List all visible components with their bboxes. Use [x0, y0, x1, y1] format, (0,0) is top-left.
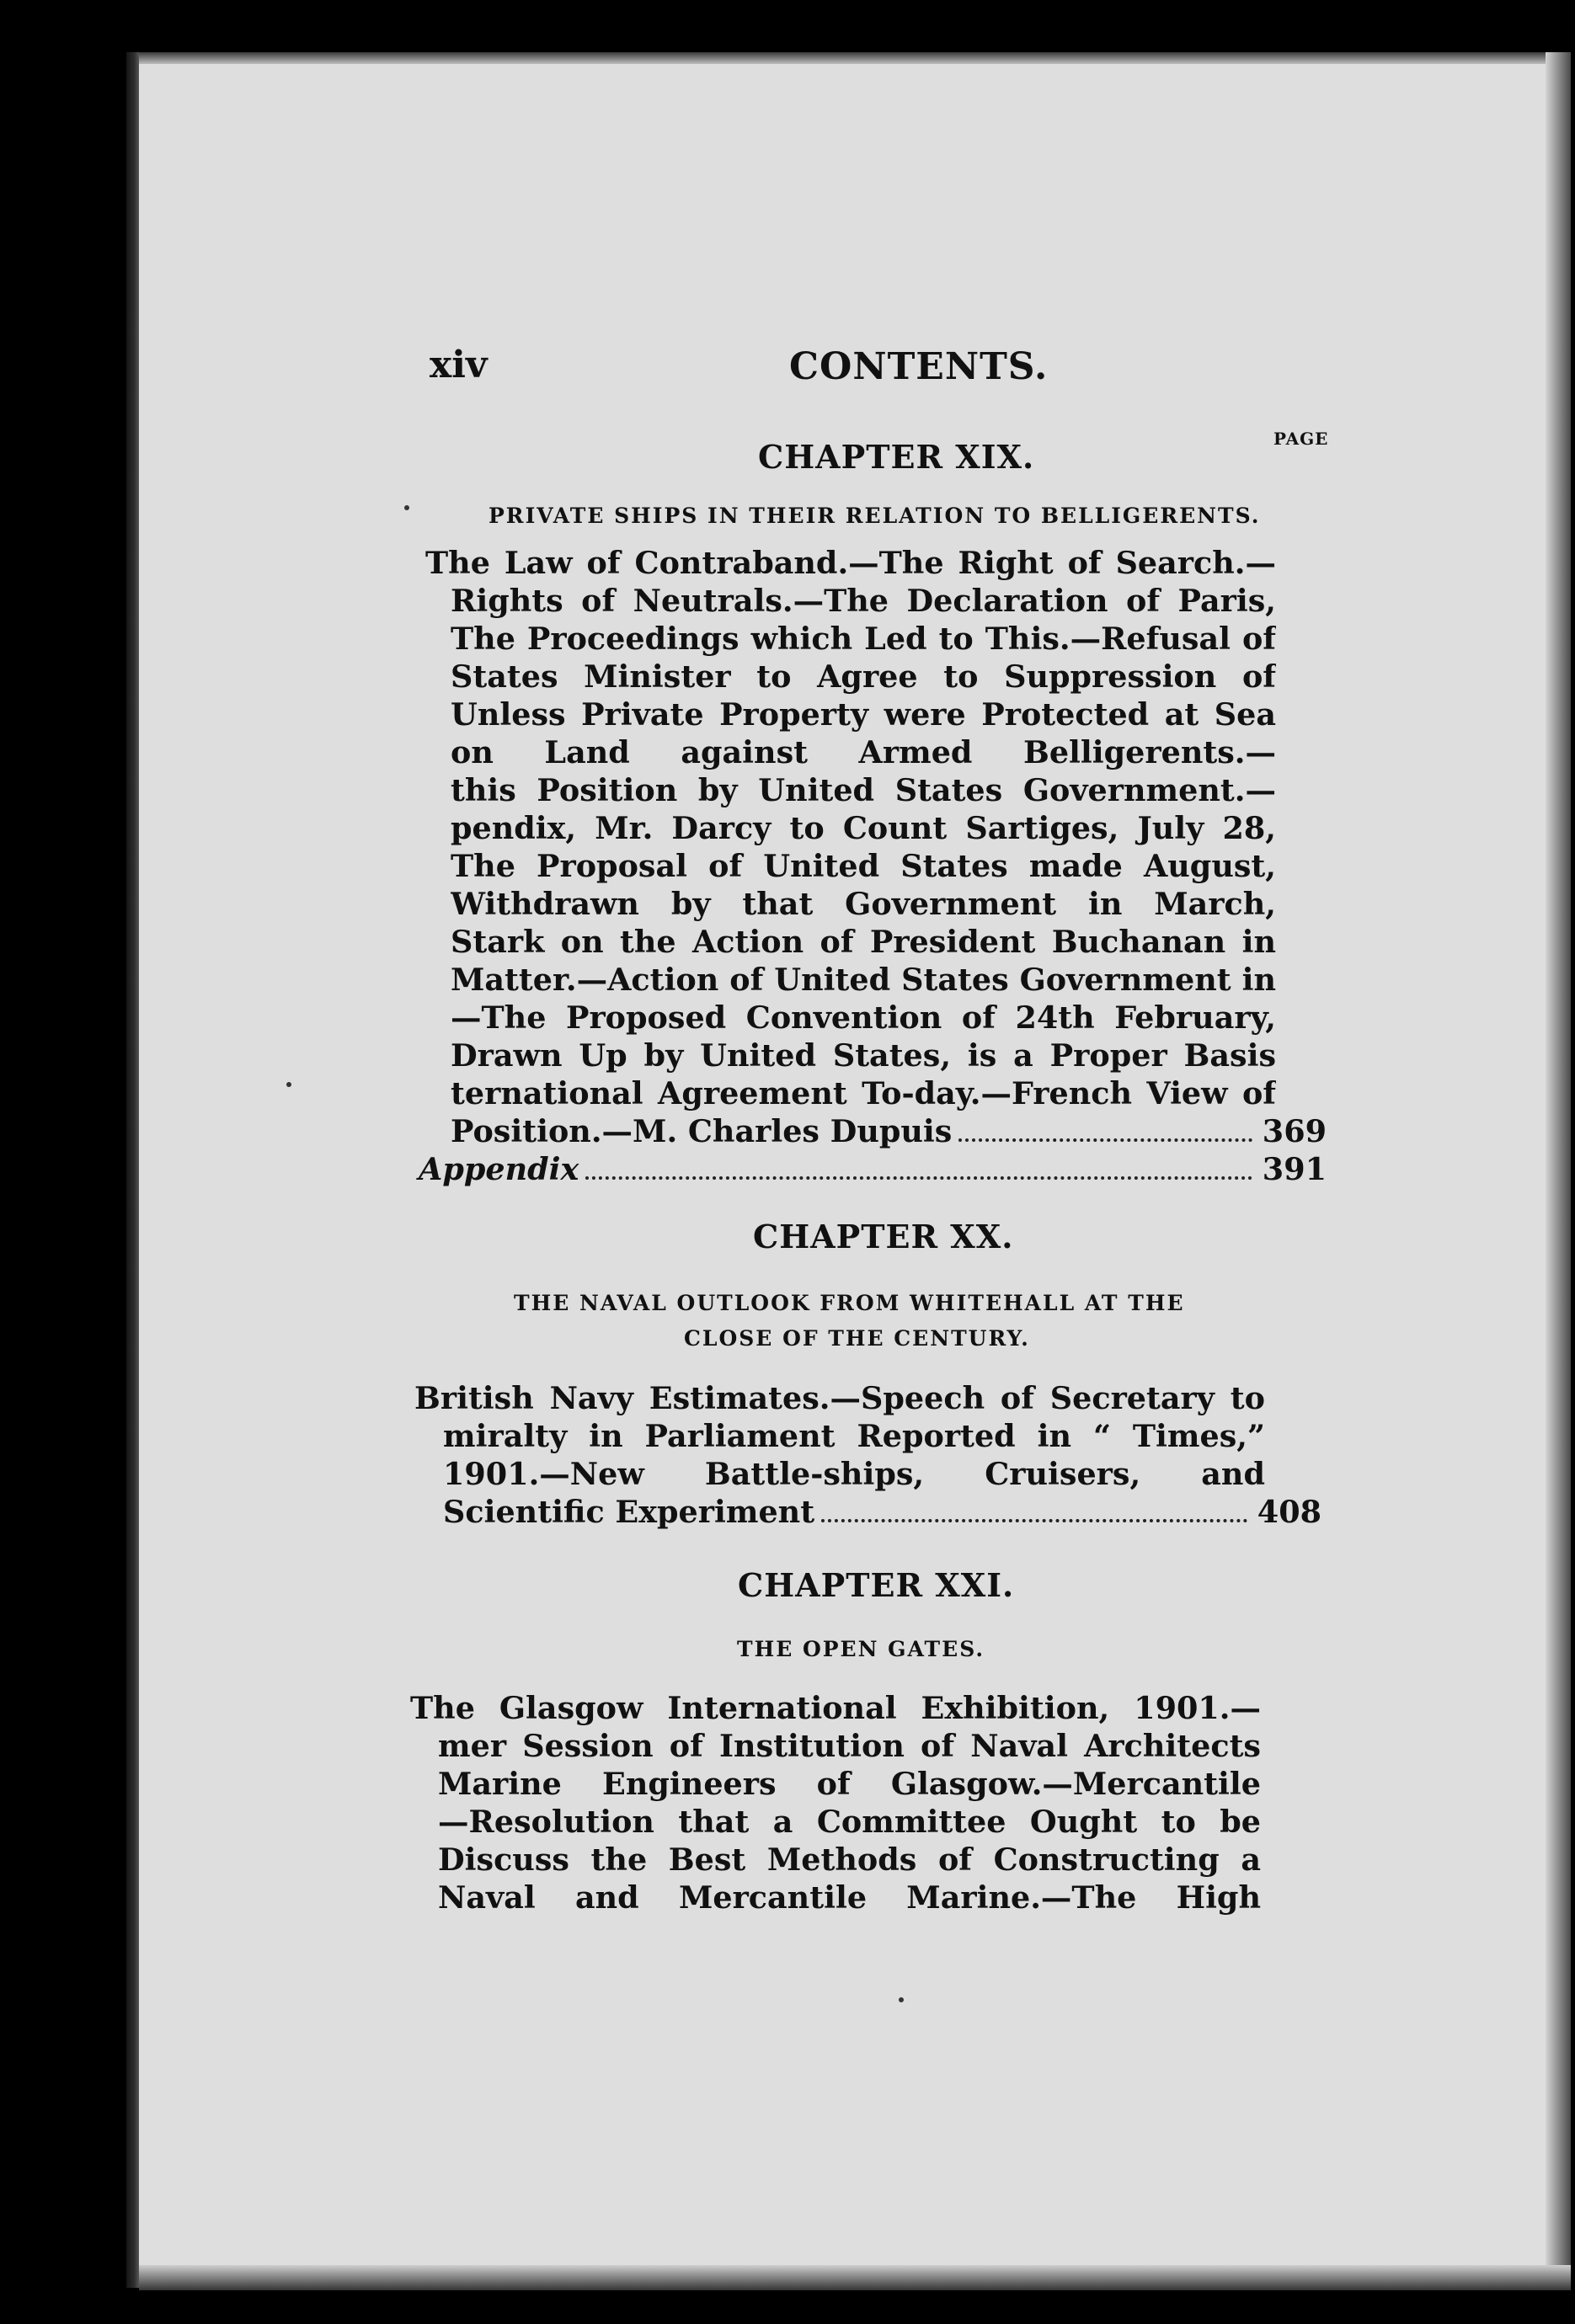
chapter-20-page-number: 408 — [1257, 1494, 1321, 1530]
chapter-21-entry — [410, 1689, 1261, 1916]
chapter-19-subtitle: PRIVATE SHIPS IN THEIR RELATION TO BELLIGERENTS. — [489, 504, 1261, 528]
entry-line: Stark on the Action of President Buchanan in — [451, 924, 1276, 960]
entry-line: The Proposal of United States made August, — [451, 848, 1276, 884]
page-column-label: PAGE — [1273, 429, 1329, 449]
chapter-20-subtitle-line-2: CLOSE OF THE CENTURY. — [684, 1326, 1030, 1351]
scan-speck — [899, 1997, 904, 2002]
chapter-20-subtitle-line-1: THE NAVAL OUTLOOK FROM WHITEHALL AT THE — [514, 1291, 1185, 1315]
chapter-19-page-number: 369 — [1262, 1113, 1327, 1149]
entry-line: —Resolution that a Committee Ought to be — [438, 1804, 1261, 1840]
entry-line: this Position by United States Government.— — [451, 772, 1276, 808]
page-top-edge — [139, 52, 1571, 64]
chapter-19-entry — [425, 544, 1276, 1112]
chapter-19-last-line — [451, 1112, 1327, 1150]
chapter-21-subtitle: THE OPEN GATES. — [737, 1637, 985, 1661]
entry-line: The Law of Contraband.—The Right of Search.— — [425, 545, 1276, 581]
entry-line: The Glasgow International Exhibition, 1901.— — [410, 1690, 1261, 1726]
running-head: CONTENTS. — [789, 345, 1049, 388]
dot-leader — [958, 1138, 1252, 1142]
entry-line: —The Proposed Convention of 24th February, — [451, 999, 1276, 1036]
entry-line: Matter.—Action of United States Government in — [451, 962, 1276, 998]
entry-line: Withdrawn by that Government in March, — [451, 886, 1276, 922]
entry-line: Discuss the Best Methods of Constructing a — [438, 1842, 1261, 1878]
entry-line: Scientific Experiment — [443, 1494, 815, 1530]
chapter-20-last-line — [443, 1493, 1321, 1531]
appendix-label: Appendix — [419, 1151, 579, 1187]
page-bottom-edge — [139, 2265, 1571, 2290]
appendix-page-number: 391 — [1262, 1151, 1327, 1187]
entry-line: Unless Private Property were Protected at Sea — [451, 696, 1276, 733]
scan-speck — [286, 1082, 291, 1087]
chapter-21-title: CHAPTER XXI. — [738, 1566, 1015, 1604]
entry-line: 1901.—New Battle-ships, Cruisers, and — [443, 1456, 1265, 1492]
dot-leader — [821, 1519, 1247, 1522]
entry-line: pendix, Mr. Darcy to Count Sartiges, July 28, — [451, 810, 1276, 846]
entry-line: British Navy Estimates.—Speech of Secretary to — [414, 1380, 1265, 1416]
page-right-edge — [1546, 52, 1571, 2288]
page-folio: xiv — [430, 344, 488, 386]
chapter-19-title: CHAPTER XIX. — [758, 438, 1035, 476]
entry-line: Rights of Neutrals.—The Declaration of Paris, — [451, 583, 1276, 619]
entry-line: The Proceedings which Led to This.—Refusal of — [451, 621, 1276, 657]
entry-line: Naval and Mercantile Marine.—The High — [438, 1879, 1261, 1916]
entry-line: ternational Agreement To-day.—French View of — [451, 1075, 1276, 1111]
entry-line: on Land against Armed Belligerents.— — [451, 734, 1276, 770]
appendix-line — [419, 1150, 1327, 1188]
entry-line: mer Session of Institution of Naval Architects — [438, 1728, 1261, 1764]
dot-leader — [585, 1176, 1252, 1180]
entry-line: Drawn Up by United States, is a Proper Basis — [451, 1037, 1276, 1074]
entry-line: States Minister to Agree to Suppression of — [451, 658, 1276, 695]
entry-line: Position.—M. Charles Dupuis — [451, 1113, 953, 1149]
entry-line: miralty in Parliament Reported in “ Times,” — [443, 1418, 1265, 1454]
chapter-20-entry — [414, 1379, 1265, 1493]
chapter-20-title: CHAPTER XX. — [753, 1218, 1014, 1255]
scan-speck — [404, 505, 409, 510]
entry-line: Marine Engineers of Glasgow.—Mercantile — [438, 1766, 1261, 1802]
